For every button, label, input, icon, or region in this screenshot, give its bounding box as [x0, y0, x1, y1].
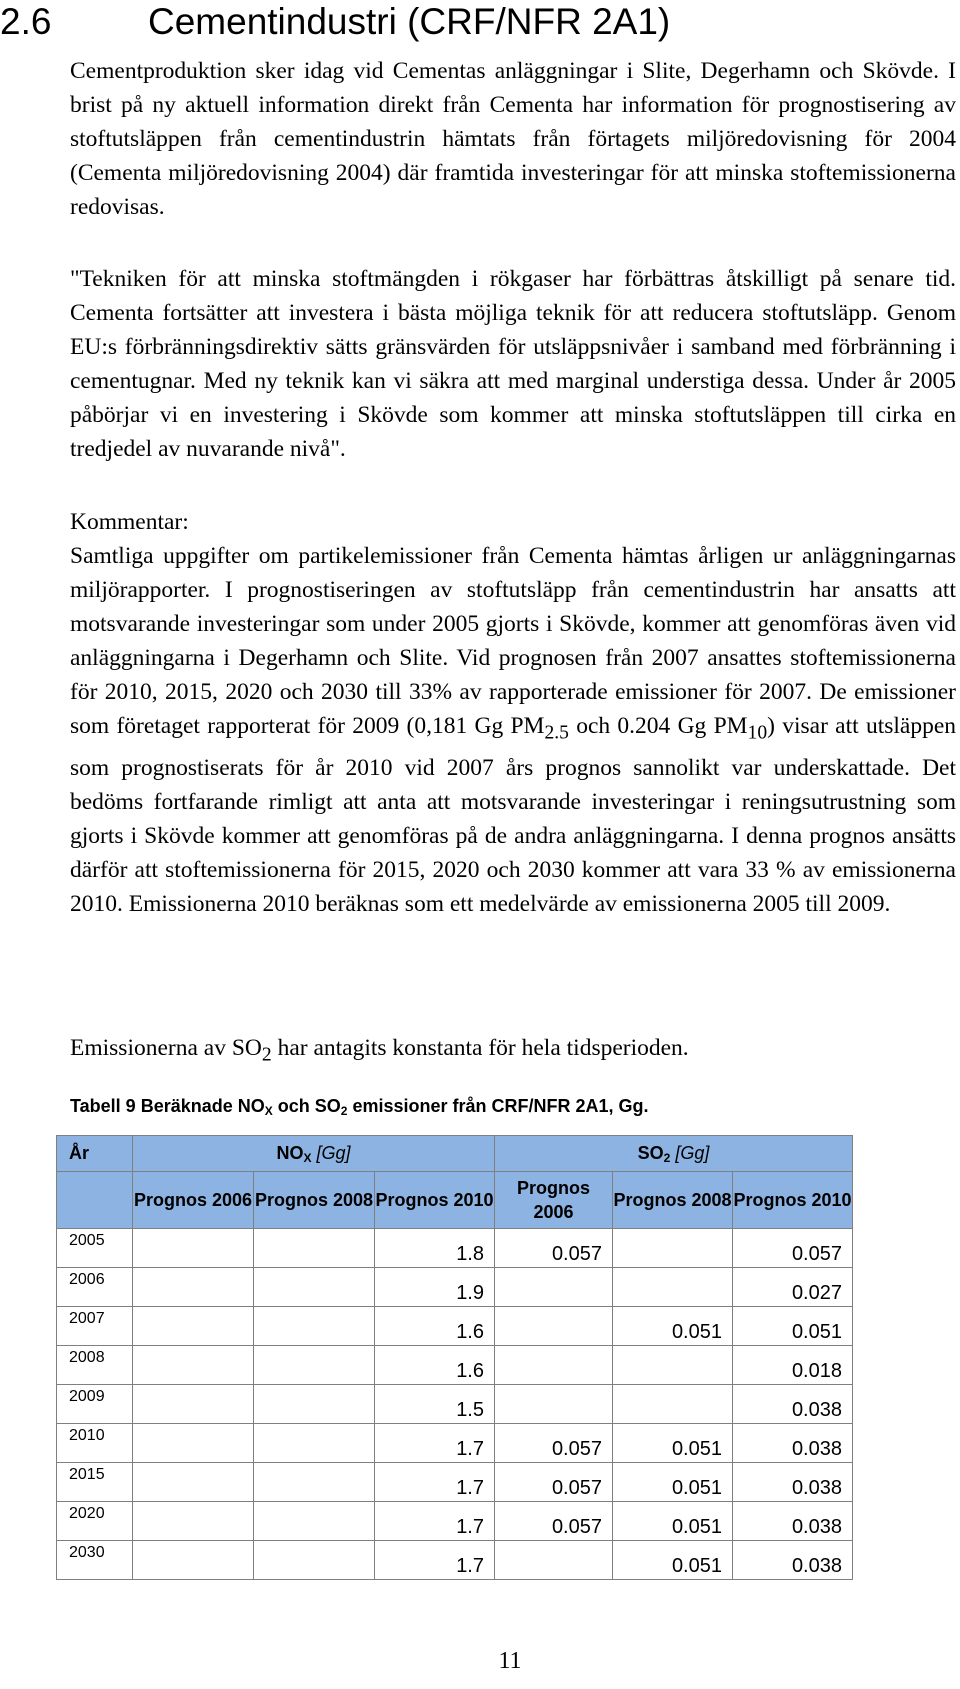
table-cell — [254, 1307, 375, 1346]
table-cell — [133, 1229, 254, 1268]
page-number: 11 — [498, 1648, 522, 1674]
table-cell: 1.5 — [375, 1385, 495, 1424]
table-cell — [133, 1502, 254, 1541]
table-row — [57, 1307, 853, 1346]
row-year: 2007 — [57, 1307, 133, 1346]
table-row — [57, 1541, 853, 1580]
row-year: 2008 — [57, 1346, 133, 1385]
table-row — [57, 1268, 853, 1307]
table-cell: 1.6 — [375, 1346, 495, 1385]
table-cell: 1.7 — [375, 1502, 495, 1541]
nox-prognos-2010-header: Prognos 2010 — [375, 1172, 495, 1229]
table-row — [57, 1229, 853, 1268]
table-cell — [613, 1346, 733, 1385]
table-cell: 0.051 — [733, 1307, 853, 1346]
table-cell: 0.038 — [733, 1541, 853, 1580]
table-row — [57, 1346, 853, 1385]
table-cell: 0.051 — [613, 1463, 733, 1502]
table-cell — [254, 1346, 375, 1385]
table-cell — [133, 1268, 254, 1307]
comment-label: Kommentar: — [70, 509, 189, 535]
table-header-row — [57, 1136, 853, 1172]
table-cell — [254, 1268, 375, 1307]
table-cell — [613, 1268, 733, 1307]
table-row — [57, 1502, 853, 1541]
table-cell — [613, 1229, 733, 1268]
paragraph-intro: Cementproduktion sker idag vid Cementas anläggningar i Slite, Degerhamn och Skövde. I brist på ny aktuell information direkt från Cementa har information för prognostisering av stoftutsläppen från cementindustrin hämtats från förtagets miljöredovisning för 2004 (Cementa miljöredovisning 2004) där framtida investeringar för att minska stoftemissionerna redovisas. — [70, 58, 956, 220]
table-cell — [495, 1385, 613, 1424]
table-cell: 0.038 — [733, 1463, 853, 1502]
table-cell: 0.027 — [733, 1268, 853, 1307]
so2-prognos-2010-header: Prognos 2010 — [733, 1172, 853, 1229]
row-year: 2006 — [57, 1268, 133, 1307]
so2-prognos-2008-header: Prognos 2008 — [613, 1172, 733, 1229]
row-year: 2009 — [57, 1385, 133, 1424]
table-cell: 0.057 — [495, 1229, 613, 1268]
table-cell — [254, 1541, 375, 1580]
table-row — [57, 1424, 853, 1463]
paragraph-comment: Samtliga uppgifter om partikelemissioner från Cementa hämtas årligen ur anläggningarnas miljörapporter. I prognostiseringen av stoftutsläpp från cementindustrin har ansatts att motsvarande investeringar som under 2005 gjorts i Skövde, kommer att genomföras även vid anläggningarna i Degerhamn och Slite. Vid prognosen från 2007 ansattes stoftemissionerna för 2010, 2015, 2020 och 2030 till 33% av rapporterade emissioner för 2007. De emissioner som företaget rapporterat för 2009 (0,181 Gg $PM_{2.5}$ och 0.204 Gg $PM_{10}$) visar att utsläppen som prognostiserats för år 2010 vid 2007 års prognos sannolikt var underskattade. Det bedöms fortfarande rimligt att anta att motsvarande investeringar i reningsutrustning som gjorts i Skövde kommer att genomföras på de andra anläggningarna. I denna prognos ansätts därför att stoftemissionerna för 2015, 2020 och 2030 kommer att vara 33 % av emissionerna 2010. Emissionerna 2010 beräknas som ett medelvärde av emissionerna 2005 till 2009. — [70, 543, 957, 917]
table-cell: 0.057 — [495, 1424, 613, 1463]
so2-header: $SO_2$ [Gg] — [495, 1136, 853, 1172]
so2-prognos-2006-header: Prognos 2006 — [495, 1172, 613, 1229]
row-year: 2030 — [57, 1541, 133, 1580]
table-cell — [133, 1346, 254, 1385]
table-cell — [254, 1424, 375, 1463]
table-cell: 0.038 — [733, 1424, 853, 1463]
table-cell — [495, 1307, 613, 1346]
row-year: 2020 — [57, 1502, 133, 1541]
table-cell: 1.6 — [375, 1307, 495, 1346]
table-cell — [495, 1346, 613, 1385]
emissions-table — [56, 1135, 853, 1580]
table-cell — [254, 1385, 375, 1424]
nox-prognos-2008-header: Prognos 2008 — [254, 1172, 375, 1229]
section-number: 2.6 — [0, 1, 52, 42]
table-cell: 1.8 — [375, 1229, 495, 1268]
nox-prognos-2006-header: Prognos 2006 — [133, 1172, 254, 1229]
table-cell: 0.057 — [733, 1229, 853, 1268]
table-row — [57, 1385, 853, 1424]
table-row — [57, 1463, 853, 1502]
table-cell: 0.051 — [613, 1424, 733, 1463]
table-cell — [495, 1541, 613, 1580]
table-cell — [133, 1307, 254, 1346]
section-title: Cementindustri (CRF/NFR 2A1) — [148, 1, 671, 42]
year-header: År — [57, 1136, 133, 1172]
table-cell: 0.018 — [733, 1346, 853, 1385]
table-cell: 0.057 — [495, 1463, 613, 1502]
section-heading — [0, 0, 670, 44]
table-cell: 0.038 — [733, 1385, 853, 1424]
table-cell: 1.7 — [375, 1541, 495, 1580]
paragraph-quote: "Tekniken för att minska stoftmängden i rökgaser har förbättras åtskilligt på senare tid. Cementa fortsätter att investera i bästa möjliga teknik för att reducera stoftutsläpp. Genom EU:s förbränningsdirektiv sätts gränsvärden för utsläppsnivåer i samband med förbränning i cementugnar. Med ny teknik kan vi säkra att med marginal understiga dessa. Under år 2005 påbörjar vi en investering i Skövde som kommer att minska stoftutsläppen till cirka en tredjedel av nuvarande nivå". — [70, 266, 956, 462]
table-cell — [254, 1463, 375, 1502]
row-year: 2010 — [57, 1424, 133, 1463]
table-cell — [254, 1229, 375, 1268]
table-cell — [254, 1502, 375, 1541]
nox-header: $NO_X$ [Gg] — [133, 1136, 495, 1172]
table-cell — [495, 1268, 613, 1307]
paragraph-so2: Emissionerna av $SO_2$ har antagits konstanta för hela tidsperioden. — [70, 1035, 689, 1066]
table-cell: 0.051 — [613, 1307, 733, 1346]
year-subheader-empty — [57, 1172, 133, 1229]
table-subheader-row — [57, 1172, 853, 1229]
table-cell — [133, 1385, 254, 1424]
table-cell — [133, 1463, 254, 1502]
row-year: 2015 — [57, 1463, 133, 1502]
table-cell: 0.038 — [733, 1502, 853, 1541]
table-cell: 0.051 — [613, 1541, 733, 1580]
table-cell: 0.051 — [613, 1502, 733, 1541]
table-cell: 0.057 — [495, 1502, 613, 1541]
row-year: 2005 — [57, 1229, 133, 1268]
table-caption: Tabell 9 Beräknade $NO_X$ och $SO_2$ emissioner från CRF/NFR 2A1, Gg. — [70, 1096, 649, 1118]
table-cell — [613, 1385, 733, 1424]
table-cell — [133, 1424, 254, 1463]
table-cell: 1.9 — [375, 1268, 495, 1307]
table-cell: 1.7 — [375, 1463, 495, 1502]
table-cell: 1.7 — [375, 1424, 495, 1463]
table-cell — [133, 1541, 254, 1580]
